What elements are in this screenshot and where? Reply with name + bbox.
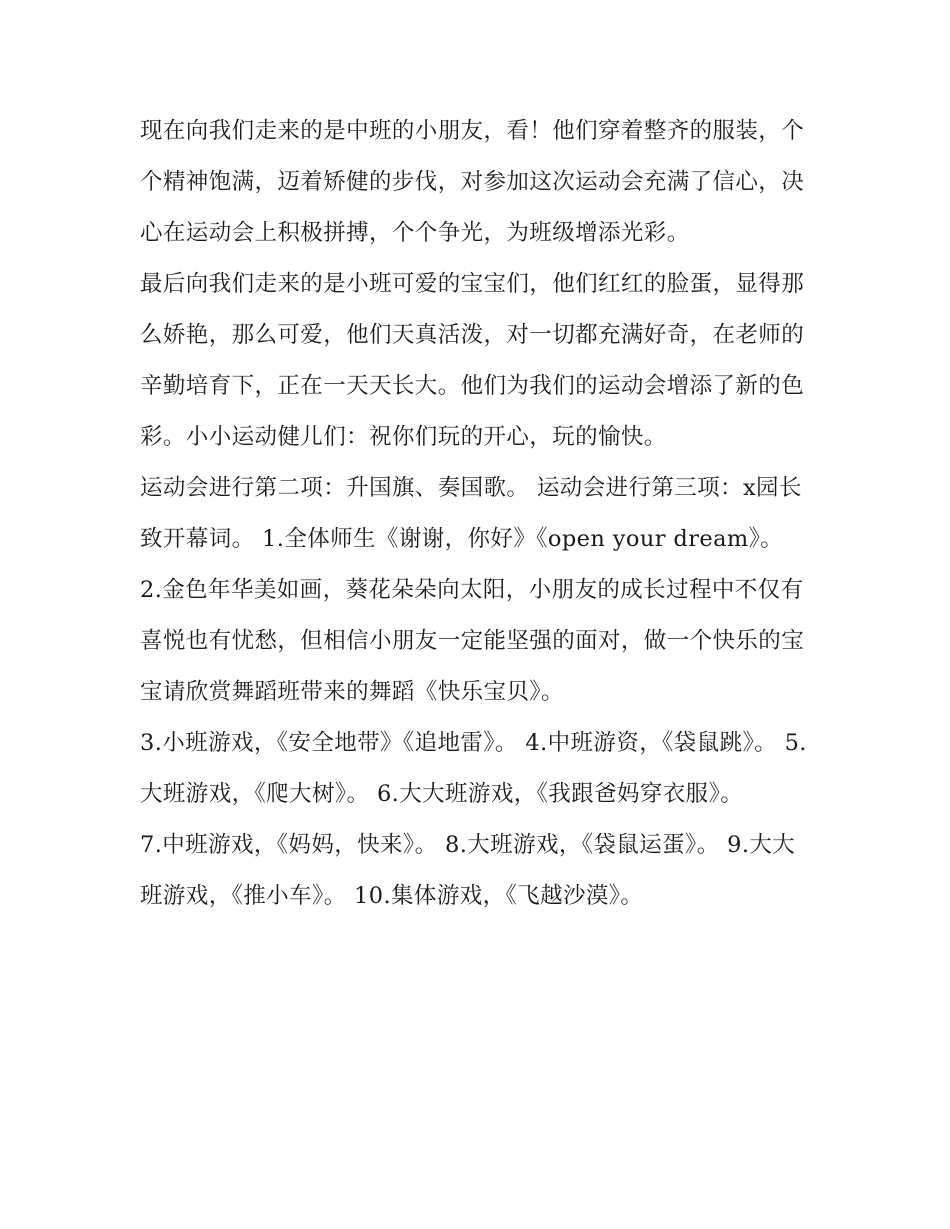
paragraph-program-opening: 运动会进行第二项：升国旗、奏国歌。 运动会进行第三项：x园长致开幕词。 1.全体师生《谢谢，你好》《open your dream》。 xyxy=(140,475,802,552)
document-body xyxy=(140,106,812,922)
paragraph-program-games-2: 7.中班游戏，《妈妈，快来》。 8.大班游戏，《袋鼠运蛋》。 9.大大班游戏，《推小车》。 10.集体游戏，《飞越沙漠》。 xyxy=(140,832,796,909)
paragraph-program-dance: 2.金色年华美如画，葵花朵朵向太阳，小朋友的成长过程中不仅有喜悦也有忧愁，但相信小朋友一定能坚强的面对，做一个快乐的宝宝请欣赏舞蹈班带来的舞蹈《快乐宝贝》。 xyxy=(140,577,805,705)
paragraph-program-games-1: 3.小班游戏，《安全地带》《追地雷》。 4.中班游资，《袋鼠跳》。 5.大班游戏，《爬大树》。 6.大大班游戏，《我跟爸妈穿衣服》。 xyxy=(140,730,807,807)
paragraph-middle-class: 现在向我们走来的是中班的小朋友，看！他们穿着整齐的服装，个个精神饱满，迈着矫健的步伐，对参加这次运动会充满了信心，决心在运动会上积极拼搏，个个争光，为班级增添光彩。 xyxy=(140,118,805,246)
paragraph-small-class: 最后向我们走来的是小班可爱的宝宝们，他们红红的脸蛋，显得那么娇艳，那么可爱，他们天真活泼，对一切都充满好奇，在老师的辛勤培育下，正在一天天长大。他们为我们的运动会增添了新的色彩。小小运动健儿们：祝你们玩的开心，玩的愉快。 xyxy=(140,271,805,450)
